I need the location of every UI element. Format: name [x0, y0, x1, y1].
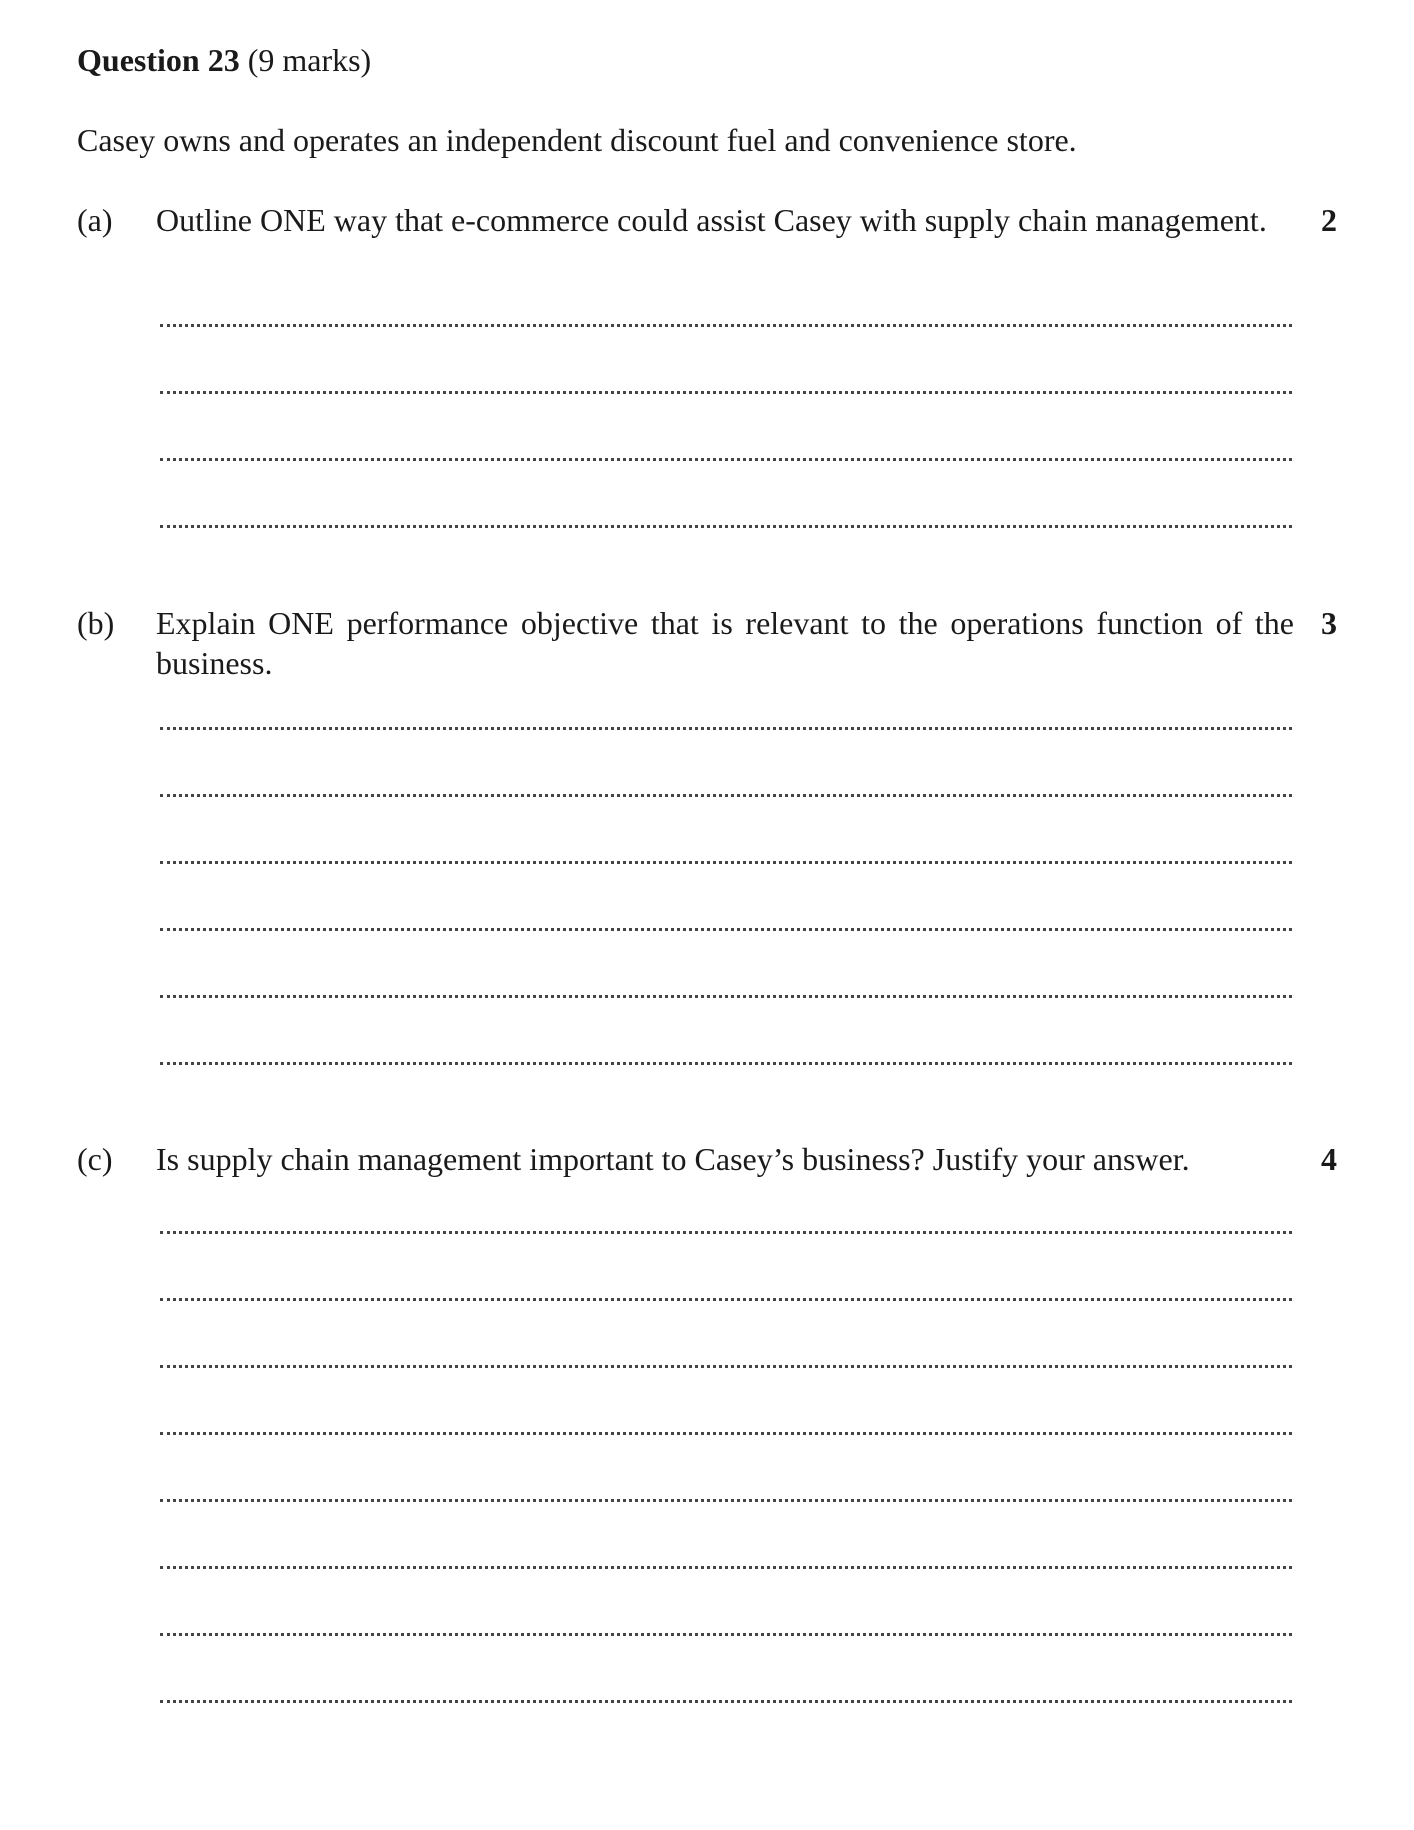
answer-line[interactable] — [160, 1432, 1292, 1435]
answer-line[interactable] — [160, 727, 1292, 730]
part-c-label: (c) — [77, 1141, 113, 1177]
answer-line[interactable] — [160, 995, 1292, 998]
answer-line[interactable] — [160, 1298, 1292, 1301]
part-c-marks: 4 — [1321, 1141, 1337, 1177]
answer-line[interactable] — [160, 458, 1292, 461]
answer-line[interactable] — [160, 1499, 1292, 1502]
answer-line[interactable] — [160, 1700, 1292, 1703]
part-a-marks: 2 — [1321, 202, 1337, 238]
answer-line[interactable] — [160, 1231, 1292, 1234]
answer-line[interactable] — [160, 1566, 1292, 1569]
part-b-marks: 3 — [1321, 605, 1337, 641]
answer-line[interactable] — [160, 324, 1292, 327]
question-stem: Casey owns and operates an independent discount fuel and convenience store. — [77, 122, 1077, 158]
answer-line[interactable] — [160, 794, 1292, 797]
question-marks: (9 marks) — [247, 42, 372, 78]
part-a-label: (a) — [77, 202, 113, 238]
question-title: Question 23 — [77, 42, 240, 78]
answer-line[interactable] — [160, 1633, 1292, 1636]
part-b-label: (b) — [77, 605, 115, 641]
answer-line[interactable] — [160, 861, 1292, 864]
answer-line[interactable] — [160, 928, 1292, 931]
question-heading — [77, 40, 371, 80]
answer-line[interactable] — [160, 391, 1292, 394]
part-a-text: Outline ONE way that e-commerce could assist Casey with supply chain management. — [156, 202, 1267, 238]
part-b-text: Explain ONE performance objective that is relevant to the operations function of the business. — [156, 605, 1294, 681]
answer-line[interactable] — [160, 1365, 1292, 1368]
part-c-text: Is supply chain management important to Casey’s business? Justify your answer. — [156, 1141, 1190, 1177]
answer-line[interactable] — [160, 525, 1292, 528]
answer-line[interactable] — [160, 1062, 1292, 1065]
